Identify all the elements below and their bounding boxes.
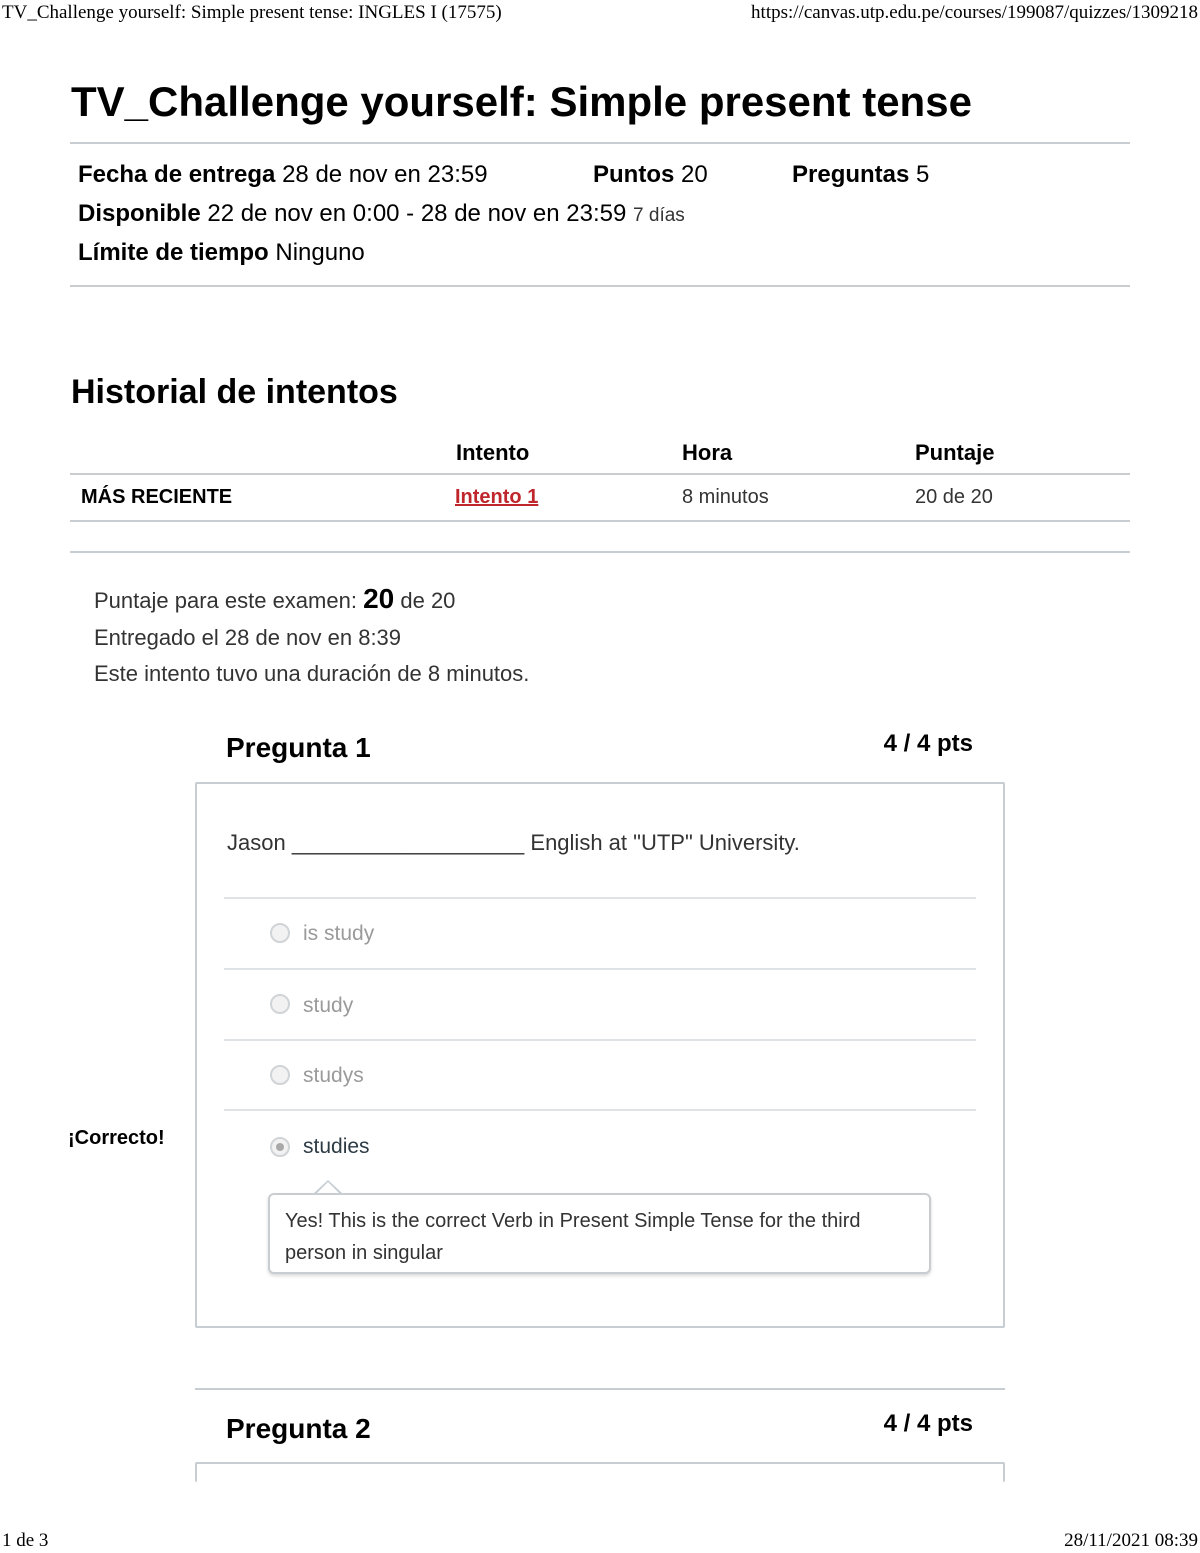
question-1-text: Jason ___________________ English at "UTP" University. (227, 830, 800, 855)
row-most-recent-label: MÁS RECIENTE (81, 486, 233, 508)
quiz-title: TV_Challenge yourself: Simple present tense (71, 78, 972, 125)
answer-divider (224, 1109, 976, 1111)
due-date-field (78, 161, 488, 189)
answer-feedback: Yes! This is the correct Verb in Present Simple Tense for the third person in singular (268, 1193, 931, 1274)
answer-2-radio[interactable] (270, 994, 290, 1014)
points-value: 20 (681, 161, 708, 188)
correct-indicator: ¡Correcto! (68, 1127, 165, 1149)
question-2-points: 4 / 4 pts (883, 1410, 973, 1437)
time-limit-label: Límite de tiempo (78, 239, 269, 266)
print-header-title: TV_Challenge yourself: Simple present tense: INGLES I (17575) (2, 2, 502, 23)
questions-value: 5 (916, 161, 930, 188)
answer-divider (224, 1039, 976, 1041)
print-page-number: 1 de 3 (2, 1530, 49, 1551)
print-timestamp: 28/11/2021 08:39 (1064, 1530, 1198, 1551)
points-field (593, 161, 708, 189)
submitted-text: Entregado el 28 de nov en 8:39 (94, 625, 402, 650)
attempt-history-title: Historial de intentos (71, 373, 398, 411)
details-divider (70, 285, 1130, 287)
due-date-label: Fecha de entrega (78, 161, 276, 188)
availability-value: 22 de nov en 0:00 - 28 de nov en 23:59 (207, 200, 627, 227)
answer-1-radio[interactable] (270, 923, 290, 943)
answer-4-radio[interactable] (270, 1137, 290, 1157)
print-header-url: https://canvas.utp.edu.pe/courses/199087/quizzes/1309218 (751, 2, 1198, 23)
attempt-1-link[interactable]: Intento 1 (455, 486, 539, 508)
attempt-score: 20 de 20 (915, 486, 993, 508)
table-row-divider (70, 520, 1130, 522)
col-header-time: Hora (682, 440, 733, 465)
time-limit-value: Ninguno (275, 239, 365, 266)
questions-label: Preguntas (792, 161, 910, 188)
col-header-score: Puntaje (915, 440, 995, 465)
answer-divider (224, 968, 976, 970)
feedback-pointer (313, 1180, 343, 1194)
answer-2-label: study (303, 994, 354, 1017)
score-value: 20 (363, 583, 395, 614)
questions-field (792, 161, 929, 189)
availability-days: 7 días (633, 205, 685, 226)
table-header-divider (70, 473, 1130, 475)
score-summary (94, 583, 455, 615)
availability-label: Disponible (78, 200, 201, 227)
history-divider (70, 551, 1130, 553)
question-1-title: Pregunta 1 (226, 732, 371, 763)
points-label: Puntos (593, 161, 675, 188)
title-divider (70, 142, 1130, 144)
answer-3-label: studys (303, 1064, 364, 1087)
question-2-title: Pregunta 2 (226, 1413, 371, 1444)
score-suffix: de 20 (400, 588, 456, 613)
availability-field (78, 200, 685, 228)
attempt-time: 8 minutos (682, 486, 769, 508)
score-prefix: Puntaje para este examen: (94, 588, 357, 613)
question-2-card (195, 1462, 1005, 1482)
answer-4-label: studies (303, 1135, 370, 1158)
question-divider (195, 1388, 1005, 1390)
duration-text: Este intento tuvo una duración de 8 minutos. (94, 661, 530, 686)
answer-3-radio[interactable] (270, 1065, 290, 1085)
answer-divider (224, 897, 976, 899)
col-header-attempt: Intento (456, 440, 530, 465)
due-date-value: 28 de nov en 23:59 (282, 161, 488, 188)
time-limit-field (78, 239, 365, 267)
answer-1-label: is study (303, 922, 375, 945)
question-1-points: 4 / 4 pts (883, 730, 973, 757)
